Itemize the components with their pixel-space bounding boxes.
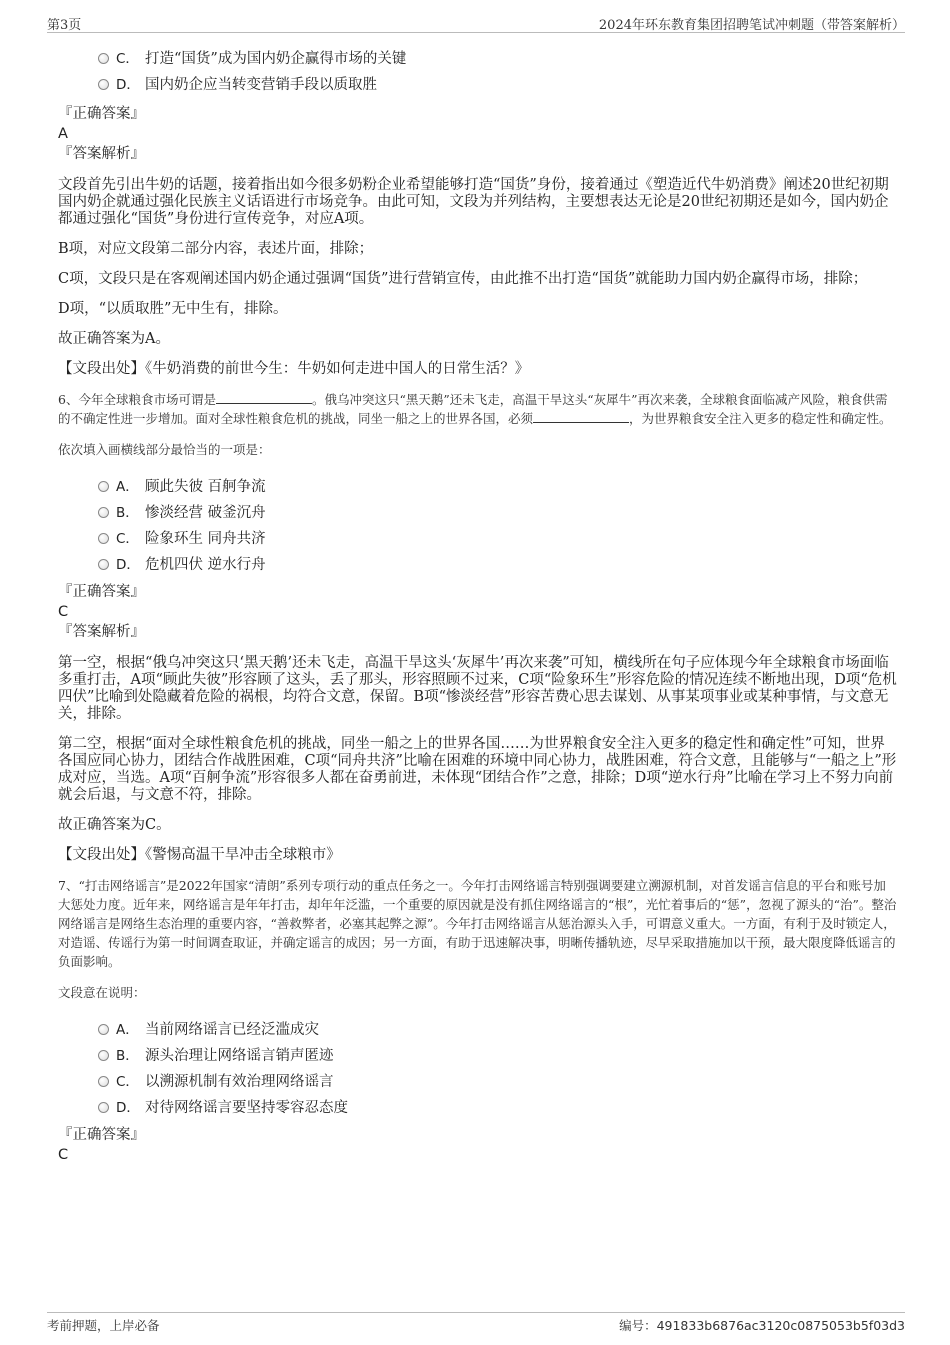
q5-answer: A xyxy=(58,126,68,142)
page-content xyxy=(58,46,898,1165)
q6-answer: C xyxy=(58,604,69,620)
option-text: 对待网络谣言要坚持零容忍态度 xyxy=(145,1100,348,1116)
option-text: 当前网络谣言已经泛滥成灾 xyxy=(145,1022,319,1038)
q6-stem-part: 。俄乌冲突这只“黑天鹅”还未飞走，高温干旱这头“灰犀牛”再次来袭，全球粮食面临减产风险，粮食供需的不确定性进一步增加。面对全球性粮食危机的挑战，同坐一船之上的世界各国，必须 xyxy=(58,392,888,426)
answer-blank xyxy=(533,410,629,423)
radio-icon[interactable] xyxy=(98,1076,109,1087)
radio-icon[interactable] xyxy=(98,481,109,492)
q6-analysis-paragraph: 第二空，根据“面对全球性粮食危机的挑战，同坐一船之上的世界各国……为世界粮食安全注入更多的稳定性和确定性”可知，世界各国应同心协力，团结合作战胜困难，C项“同舟共济”比喻在困难的环境中同心协力，战胜困难，符合文意，且能够与“一船之上”形成对应，当选。A项“百舸争流”形容很多人都在奋勇前进，未体现“团结合作”之意，排除；D项“逆水行舟”比喻在学习上不努力向前就会后退，与文意不符，排除。 xyxy=(58,736,897,803)
page-header xyxy=(47,12,905,33)
radio-icon[interactable] xyxy=(98,559,109,570)
option-letter: C． xyxy=(116,1074,139,1090)
answer-blank xyxy=(216,391,312,404)
radio-icon[interactable] xyxy=(98,507,109,518)
q5-analysis-label: 『答案解析』 xyxy=(58,146,145,162)
option-text: 打造“国货”成为国内奶企赢得市场的关键 xyxy=(145,51,407,67)
q6-analysis-label: 『答案解析』 xyxy=(58,624,145,640)
q6-option-c[interactable] xyxy=(98,526,898,552)
radio-icon[interactable] xyxy=(98,79,109,90)
q6-analysis-paragraph: 第一空，根据“俄乌冲突这只‘黑天鹅’还未飞走，高温干旱这头‘灰犀牛’再次来袭”可知，横线所在句子应体现今年全球粮食市场面临多重打击，A项“顾此失彼”形容顾了这头，丢了那头，形容照顾不过来，C项“险象环生”形容危险的情况连续不断地出现，D项“危机四伏”比喻到处隐藏着危险的祸根，均符合文意，保留。B项“惨淡经营”形容苦费心思去谋划、从事某项事业或某种事情，与文意无关，排除。 xyxy=(58,655,897,722)
option-text: 危机四伏 逆水行舟 xyxy=(145,557,266,573)
page-number: 第3页 xyxy=(47,18,82,33)
q5-option-d[interactable] xyxy=(98,72,898,98)
q7-stem: 7、“打击网络谣言”是2022年国家“清朗”系列专项行动的重点任务之一。今年打击网络谣言特别强调要建立溯源机制，对首发谣言信息的平台和账号加大惩处力度。近年来，网络谣言是年年打击，却年年泛滥，一个重要的原因就是没有抓住网络谣言的“根”，光忙着事后的“惩”，忽视了源头的“治”。整治网络谣言是网络生态治理的重要内容，“善救弊者，必塞其起弊之源”。今年打击网络谣言从惩治源头入手，可谓意义重大。一方面，有利于及时锁定人，对造谣、传谣行为第一时间调查取证，并确定谣言的成因；另一方面，有助于迅速解决事，明晰传播轨迹，尽早采取措施加以干预，最大限度降低谣言的负面影响。 xyxy=(58,878,897,969)
q7-answer: C xyxy=(58,1147,69,1163)
document-title: 2024年环东教育集团招聘笔试冲刺题（带答案解析） xyxy=(598,18,905,33)
q7-option-a[interactable] xyxy=(98,1017,898,1043)
radio-icon[interactable] xyxy=(98,1024,109,1035)
footer-slogan: 考前押题，上岸必备 xyxy=(47,1318,160,1333)
option-text: 源头治理让网络谣言销声匿迹 xyxy=(145,1048,334,1064)
q5-analysis-paragraph: B项，对应文段第二部分内容，表述片面，排除； xyxy=(58,241,374,257)
q5-source: 【文段出处】《牛奶消费的前世今生：牛奶如何走进中国人的日常生活？》 xyxy=(58,361,530,377)
page-footer xyxy=(47,1312,905,1337)
radio-icon[interactable] xyxy=(98,1050,109,1061)
option-letter: C． xyxy=(116,51,139,67)
q5-analysis-paragraph: D项，“以质取胜”无中生有，排除。 xyxy=(58,301,288,317)
option-letter: A． xyxy=(116,479,139,495)
q5-analysis-paragraph: 故正确答案为A。 xyxy=(58,331,170,347)
q6-stem-part: 6、今年全球粮食市场可谓是 xyxy=(58,392,216,407)
option-text: 惨淡经营 破釜沉舟 xyxy=(145,505,266,521)
document-code: 编号：491833b6876ac3120c0875053b5f03d3 xyxy=(619,1318,905,1333)
q5-answer-label: 『正确答案』 xyxy=(58,106,145,122)
option-letter: D． xyxy=(116,77,140,93)
q5-option-c[interactable] xyxy=(98,46,898,72)
option-text: 险象环生 同舟共济 xyxy=(145,531,266,547)
option-text: 顾此失彼 百舸争流 xyxy=(145,479,266,495)
q6-option-b[interactable] xyxy=(98,500,898,526)
option-letter: B． xyxy=(116,505,139,521)
option-letter: B． xyxy=(116,1048,139,1064)
option-letter: D． xyxy=(116,557,140,573)
option-text: 以溯源机制有效治理网络谣言 xyxy=(145,1074,334,1090)
q6-option-a[interactable] xyxy=(98,474,898,500)
option-letter: D． xyxy=(116,1100,140,1116)
q7-option-c[interactable] xyxy=(98,1069,898,1095)
q6-prompt: 依次填入画横线部分最恰当的一项是： xyxy=(58,442,271,457)
q7-option-b[interactable] xyxy=(98,1043,898,1069)
q7-prompt: 文段意在说明： xyxy=(58,985,146,1000)
q6-answer-label: 『正确答案』 xyxy=(58,584,145,600)
q7-option-d[interactable] xyxy=(98,1095,898,1121)
q6-source: 【文段出处】《警惕高温干旱冲击全球粮市》 xyxy=(58,847,341,863)
radio-icon[interactable] xyxy=(98,533,109,544)
option-text: 国内奶企应当转变营销手段以质取胜 xyxy=(145,77,377,93)
q6-stem-part: ，为世界粮食安全注入更多的稳定性和确定性。 xyxy=(629,411,892,426)
radio-icon[interactable] xyxy=(98,1102,109,1113)
q7-answer-label: 『正确答案』 xyxy=(58,1127,145,1143)
option-letter: A． xyxy=(116,1022,139,1038)
q6-stem xyxy=(58,390,898,428)
q5-analysis-paragraph: C项，文段只是在客观阐述国内奶企通过强调“国货”进行营销宣传，由此推不出打造“国货”就能助力国内奶企赢得市场，排除； xyxy=(58,271,868,287)
option-letter: C． xyxy=(116,531,139,547)
q6-option-d[interactable] xyxy=(98,552,898,578)
radio-icon[interactable] xyxy=(98,53,109,64)
q5-analysis-paragraph: 文段首先引出牛奶的话题，接着指出如今很多奶粉企业希望能够打造“国货”身份，接着通过《塑造近代牛奶消费》阐述20世纪初期国内奶企就通过强化民族主义话语进行市场竞争。由此可知，文段为并列结构，主要想表达无论是20世纪初期还是如今，国内奶企都通过强化“国货”身份进行宣传竞争，对应A项。 xyxy=(58,177,889,227)
q6-analysis-paragraph: 故正确答案为C。 xyxy=(58,817,171,833)
